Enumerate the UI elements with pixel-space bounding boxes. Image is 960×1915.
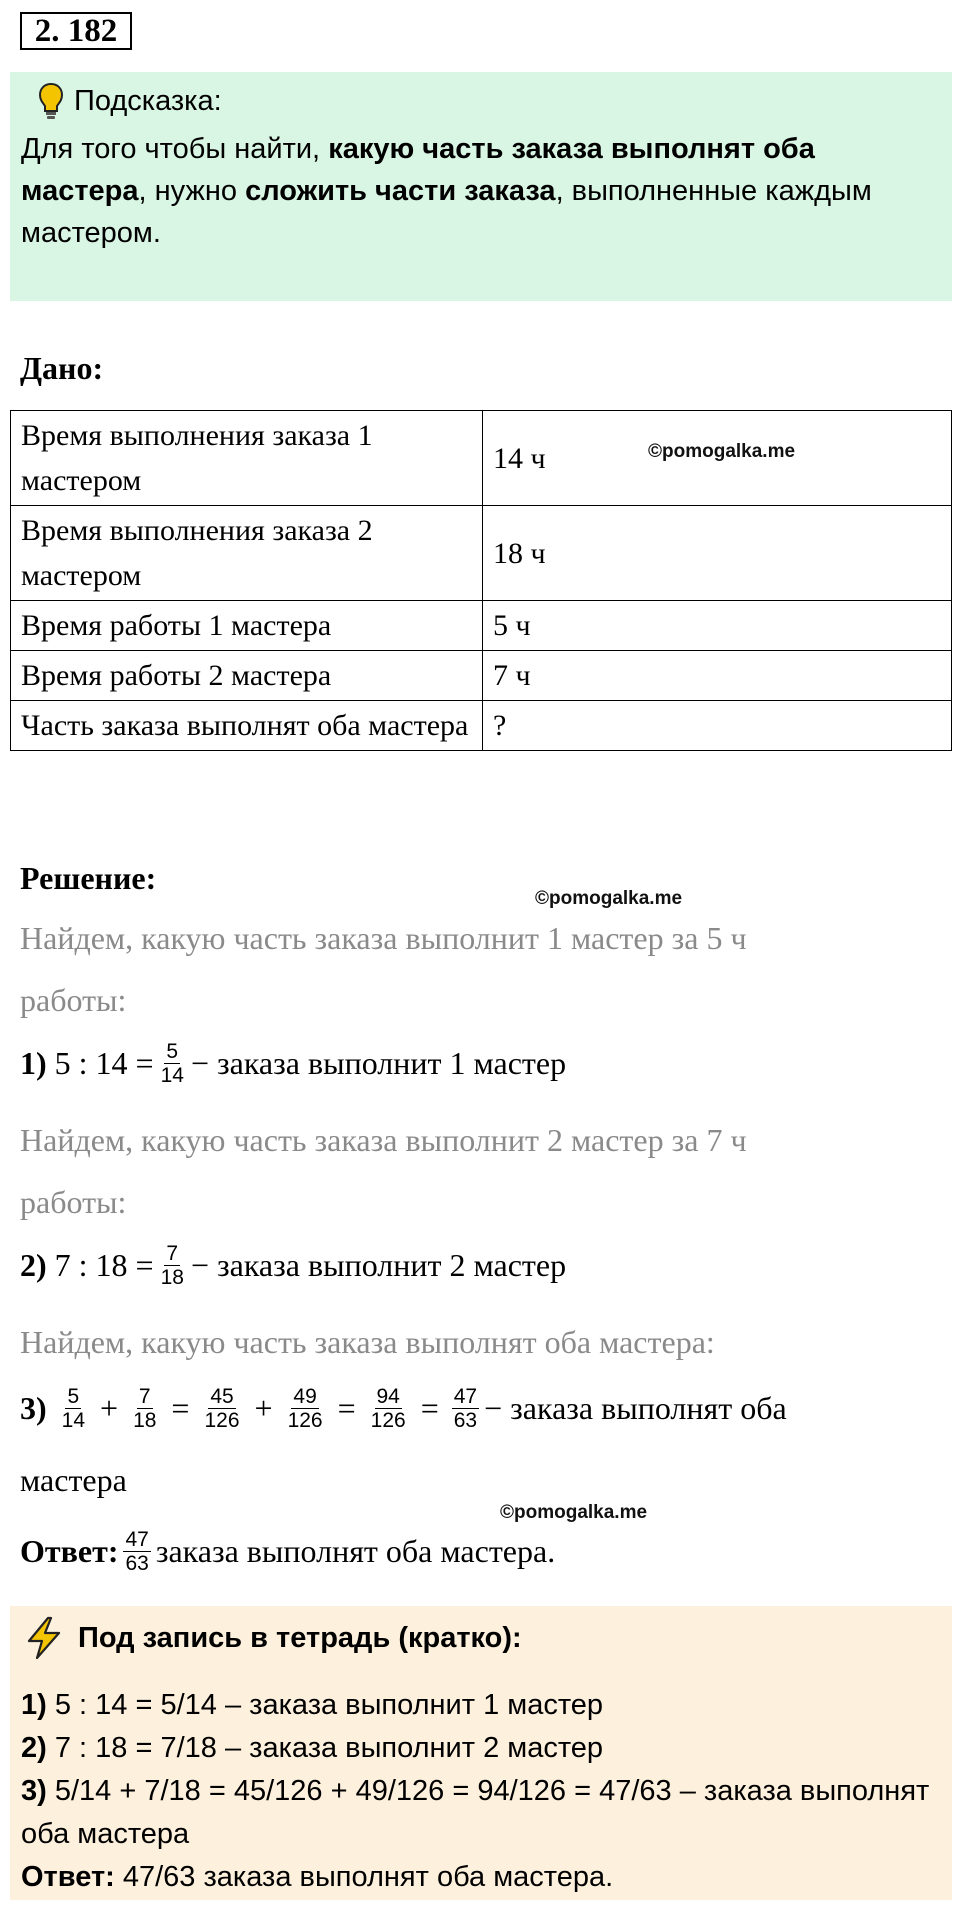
operator: + xyxy=(254,1390,273,1426)
solution-title: Решение: xyxy=(20,860,157,896)
denominator: 63 xyxy=(453,1409,478,1432)
answer-line xyxy=(20,1528,555,1575)
denominator: 63 xyxy=(125,1552,149,1575)
watermark: ©pomogalka.me xyxy=(535,888,683,909)
step-number: 3) xyxy=(21,1775,47,1807)
denominator: 14 xyxy=(160,1064,184,1087)
table-cell-label: Время работы 1 мастера xyxy=(11,601,483,651)
fraction xyxy=(60,1385,87,1432)
step-number: 2) xyxy=(20,1247,47,1283)
line-text: 5/14 + 7/18 = 45/126 + 49/126 = 94/126 = 47/63 – заказа выполнят оба мастера xyxy=(21,1775,930,1850)
hint-text-part: , нужно xyxy=(138,175,246,207)
answer-text: 47/63 заказа выполнят оба мастера. xyxy=(114,1861,614,1893)
table-cell-label: Время работы 2 мастера xyxy=(11,651,483,701)
step3-intro: Найдем, какую часть заказа выполнят оба мастера: xyxy=(20,1324,715,1360)
line-text: 5 : 14 = 5/14 – заказа выполнит 1 мастер xyxy=(46,1689,604,1721)
value-text: 14 ч xyxy=(493,441,546,475)
step-text: − заказа выполнит 2 мастер xyxy=(190,1247,567,1283)
hint-text xyxy=(21,128,941,254)
fraction xyxy=(159,1040,186,1087)
hint-text-part: Для того чтобы найти, xyxy=(21,133,329,165)
answer-text: заказа выполнят оба мастера. xyxy=(155,1533,556,1569)
step2-intro: Найдем, какую часть заказа выполнит 2 мастер за 7 ч xyxy=(20,1122,747,1158)
step-text: мастера xyxy=(20,1462,127,1498)
fraction xyxy=(286,1385,325,1432)
step-expression: 5 : 14 = xyxy=(54,1045,154,1081)
operator: + xyxy=(100,1390,119,1426)
fraction xyxy=(452,1385,479,1432)
table-cell-value: 7 ч xyxy=(483,651,952,701)
step1-intro-cont: работы: xyxy=(20,982,127,1018)
notebook-box xyxy=(10,1606,952,1900)
step-text: − заказа выполнит 1 мастер xyxy=(190,1045,567,1081)
hint-header xyxy=(38,82,222,120)
notebook-text xyxy=(21,1684,946,1899)
numerator: 45 xyxy=(210,1385,234,1408)
table-cell-label: Время выполнения заказа 1 мастером xyxy=(11,411,483,506)
denominator: 18 xyxy=(160,1266,184,1289)
hint-title: Подсказка: xyxy=(74,84,222,117)
table-row xyxy=(11,651,952,701)
fraction xyxy=(202,1385,241,1432)
table-cell-value: 18 ч xyxy=(483,506,952,601)
fraction xyxy=(159,1242,186,1289)
lightbulb-icon xyxy=(38,82,64,120)
step1-line xyxy=(20,1040,566,1087)
numerator: 7 xyxy=(138,1385,151,1408)
table-row xyxy=(11,411,952,506)
numerator: 5 xyxy=(166,1040,179,1063)
step2-line xyxy=(20,1242,566,1289)
table-row xyxy=(11,701,952,751)
step2-intro-cont: работы: xyxy=(20,1184,127,1220)
notebook-line xyxy=(21,1770,946,1856)
denominator: 14 xyxy=(61,1409,86,1432)
hint-bold-part: сложить части заказа xyxy=(245,175,556,207)
table-cell-value xyxy=(483,411,952,506)
line-text: 7 : 18 = 7/18 – заказа выполнит 2 мастер xyxy=(46,1732,604,1764)
given-table xyxy=(10,410,952,751)
numerator: 94 xyxy=(376,1385,400,1408)
operator: = xyxy=(420,1390,439,1426)
fraction xyxy=(123,1528,150,1575)
notebook-header xyxy=(24,1616,522,1660)
notebook-title: Под запись в тетрадь (кратко): xyxy=(78,1621,522,1654)
step3-line xyxy=(20,1385,787,1432)
denominator: 126 xyxy=(204,1409,240,1432)
table-cell-label: Часть заказа выполнят оба мастера xyxy=(11,701,483,751)
numerator: 7 xyxy=(166,1242,179,1265)
lightning-icon xyxy=(24,1616,64,1660)
denominator: 126 xyxy=(287,1409,323,1432)
hint-text-part: , выполненные каждым мастером. xyxy=(21,175,872,249)
fraction xyxy=(131,1385,158,1432)
watermark: ©pomogalka.me xyxy=(648,441,796,462)
notebook-answer xyxy=(21,1856,946,1899)
numerator: 47 xyxy=(125,1528,149,1551)
operator: = xyxy=(337,1390,356,1426)
step3-line-cont xyxy=(20,1462,127,1499)
numerator: 5 xyxy=(67,1385,80,1408)
answer-label: Ответ: xyxy=(20,1533,119,1569)
step1-intro: Найдем, какую часть заказа выполнит 1 мастер за 5 ч xyxy=(20,920,747,956)
operator: = xyxy=(171,1390,190,1426)
step-number: 3) xyxy=(20,1390,47,1426)
table-cell-label: Время выполнения заказа 2 мастером xyxy=(11,506,483,601)
fraction xyxy=(369,1385,408,1432)
hint-box xyxy=(10,72,952,301)
table-row xyxy=(11,506,952,601)
numerator: 49 xyxy=(293,1385,317,1408)
problem-number: 2. 182 xyxy=(20,12,132,50)
table-cell-value: 5 ч xyxy=(483,601,952,651)
step-text: − заказа выполнят оба xyxy=(484,1390,787,1426)
given-title: Дано: xyxy=(20,350,104,386)
hint-bold-part: какую часть заказа выполнят оба мастера xyxy=(21,133,815,207)
step-number: 2) xyxy=(21,1732,47,1764)
numerator: 47 xyxy=(453,1385,478,1408)
step-number: 1) xyxy=(21,1689,47,1721)
denominator: 18 xyxy=(133,1409,157,1432)
table-cell-value: ? xyxy=(483,701,952,751)
watermark: ©pomogalka.me xyxy=(500,1502,648,1523)
answer-label: Ответ: xyxy=(21,1861,115,1893)
denominator: 126 xyxy=(370,1409,406,1432)
notebook-line xyxy=(21,1727,946,1770)
table-row xyxy=(11,601,952,651)
step-number: 1) xyxy=(20,1045,47,1081)
step-expression: 7 : 18 = xyxy=(54,1247,154,1283)
notebook-line xyxy=(21,1684,946,1727)
